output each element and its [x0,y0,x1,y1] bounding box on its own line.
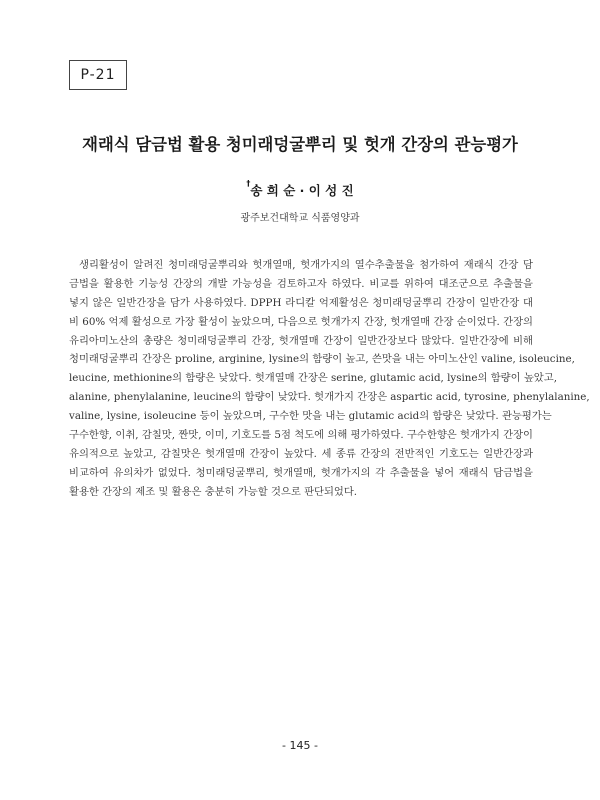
abstract-body [69,256,590,502]
abstract-line: 유리아미노산의 총량은 청미래덩굴뿌리 간장, 헛개열매 간장이 일반간장보다 많았다. 일반간장에 비해 [69,334,533,347]
abstract-line: 금법을 활용한 기능성 간장의 개발 가능성을 검토하고자 하였다. 비교를 위하여 대조군으로 추출물을 [69,277,533,290]
abstract-line: 구수한향, 이취, 감칠맛, 짠맛, 이미, 기호도를 5점 척도에 의해 평가하였다. 구수한향은 헛개가지 간장이 [69,429,533,442]
abstract-line: 생리활성이 알려진 청미래덩굴뿌리와 헛개열매, 헛개가지의 열수추출물을 첨가하여 재래식 간장 담 [79,259,533,271]
abstract-line: 청미래덩굴뿌리 간장은 proline, arginine, lysine의 함량이 높고, 쓴맛을 내는 아미노산인 valine, isoleucine, [69,353,575,366]
page-number: - 145 - [282,739,318,752]
author-line [0,181,600,199]
abstract-line: valine, lysine, isoleucine 등이 높았으며, 구수한 맛을 내는 glutamic acid의 함량은 낮았다. 관능평가는 [69,410,552,423]
author-names: 송 희 순 · 이 성 진 [250,183,354,198]
abstract-line: 넣지 않은 일반간장을 담가 사용하였다. DPPH 라디칼 억제활성은 청미래덩굴뿌리 간장이 일반간장 대 [69,296,533,309]
affiliation: 광주보건대학교 식품영양과 [240,213,360,224]
paper-title: 재래식 담금법 활용 청미래덩굴뿌리 및 헛개 간장의 관능평가 [82,135,518,154]
abstract-line: 비 60% 억제 활성으로 가장 활성이 높았으며, 다음으로 헛개가지 간장, 헛개열매 간장 순이었다. 간장의 [69,315,533,328]
poster-code-box [69,60,127,90]
abstract-line: 유의적으로 높았고, 감칠맛은 헛개열매 간장이 높았다. 세 종류 간장의 전반적인 기호도는 일반간장과 [69,447,533,460]
abstract-line: 비교하여 유의차가 없었다. 청미래덩굴뿌리, 헛개열매, 헛개가지의 각 추출물을 넣어 재래식 담금법을 [69,466,533,479]
poster-code: P-21 [80,67,116,83]
abstract-line: alanine, phenylalanine, leucine의 함량이 낮았다. 헛개가지 간장은 aspartic acid, tyrosine, phenylalanine, [69,391,590,404]
corresponding-author-mark: † [246,179,251,188]
abstract-line: 활용한 간장의 제조 및 활용은 충분히 가능할 것으로 판단되었다. [69,485,358,498]
abstract-line: leucine, methionine의 함량은 낮았다. 헛개열매 간장은 serine, glutamic acid, lysine의 함량이 높았고, [69,372,557,385]
